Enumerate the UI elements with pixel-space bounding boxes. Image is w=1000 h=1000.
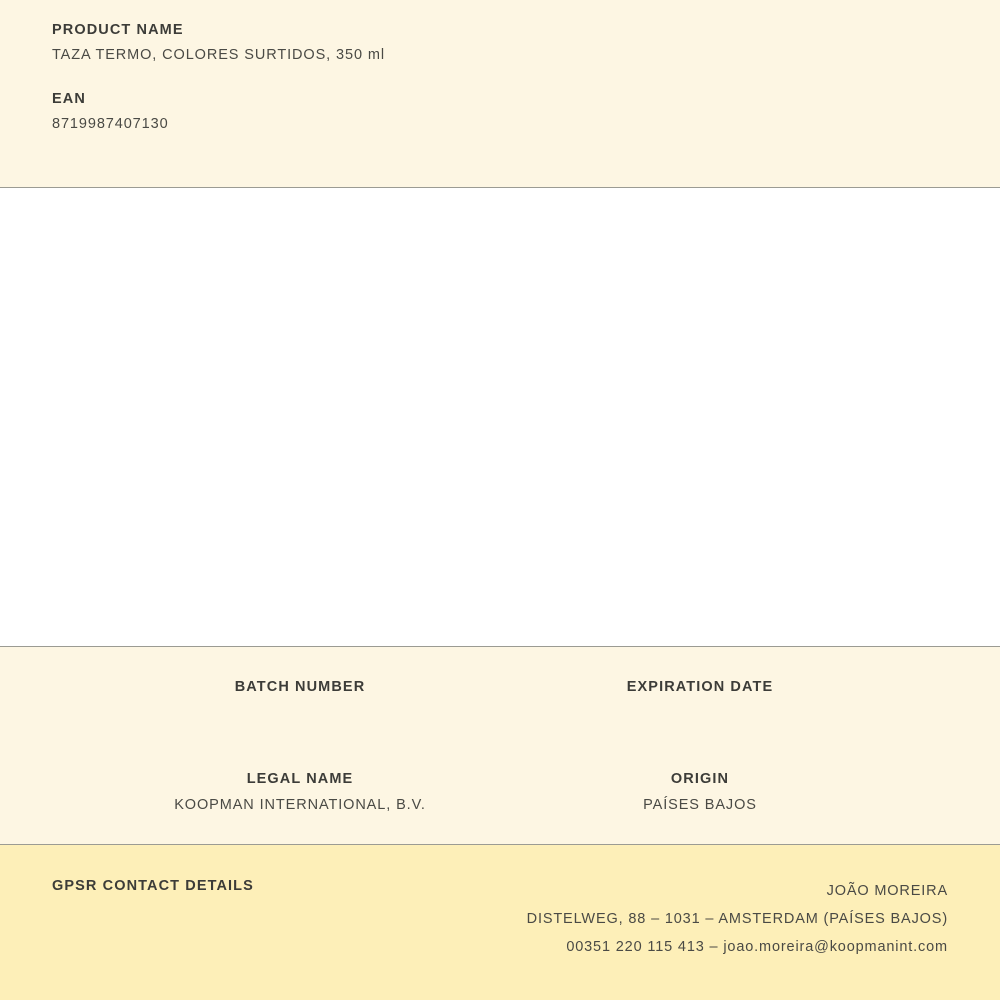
- origin-value: PAÍSES BAJOS: [643, 797, 757, 813]
- gpsr-footer: [0, 845, 1000, 1000]
- gpsr-contact-block: [527, 877, 948, 961]
- ean-field: [0, 91, 1000, 132]
- gpsr-contact-phone-email: 00351 220 115 413 – joao.moreira@koopmanint.com: [566, 939, 948, 955]
- legal-name-label: LEGAL NAME: [246, 771, 354, 787]
- origin-label: ORIGIN: [670, 771, 730, 787]
- expiration-date-value: [500, 705, 900, 723]
- ean-label: EAN: [52, 91, 86, 107]
- batch-number-label: BATCH NUMBER: [234, 679, 366, 695]
- product-name-field: [0, 22, 1000, 63]
- expiration-date-label: EXPIRATION DATE: [626, 679, 774, 695]
- blank-content-area: [0, 188, 1000, 647]
- expiration-date-cell: [500, 679, 900, 723]
- product-name-value: TAZA TERMO, COLORES SURTIDOS, 350 ml: [52, 47, 385, 63]
- batch-number-value: [100, 705, 500, 723]
- origin-cell: [500, 771, 900, 815]
- gpsr-contact-address: DISTELWEG, 88 – 1031 – AMSTERDAM (PAÍSES BAJOS): [526, 911, 948, 927]
- details-row-batch-expiration: [100, 647, 900, 723]
- field-spacer: [0, 63, 1000, 91]
- details-row-legal-origin: [100, 723, 900, 815]
- ean-value: 8719987407130: [52, 116, 169, 132]
- legal-name-value: KOOPMAN INTERNATIONAL, B.V.: [174, 797, 426, 813]
- legal-name-cell: [100, 771, 500, 815]
- gpsr-contact-name: JOÃO MOREIRA: [826, 883, 948, 899]
- product-info-section: [0, 0, 1000, 188]
- batch-number-cell: [100, 679, 500, 723]
- details-section: [0, 647, 1000, 845]
- product-name-label: PRODUCT NAME: [52, 22, 184, 38]
- gpsr-contact-title: GPSR CONTACT DETAILS: [52, 878, 254, 894]
